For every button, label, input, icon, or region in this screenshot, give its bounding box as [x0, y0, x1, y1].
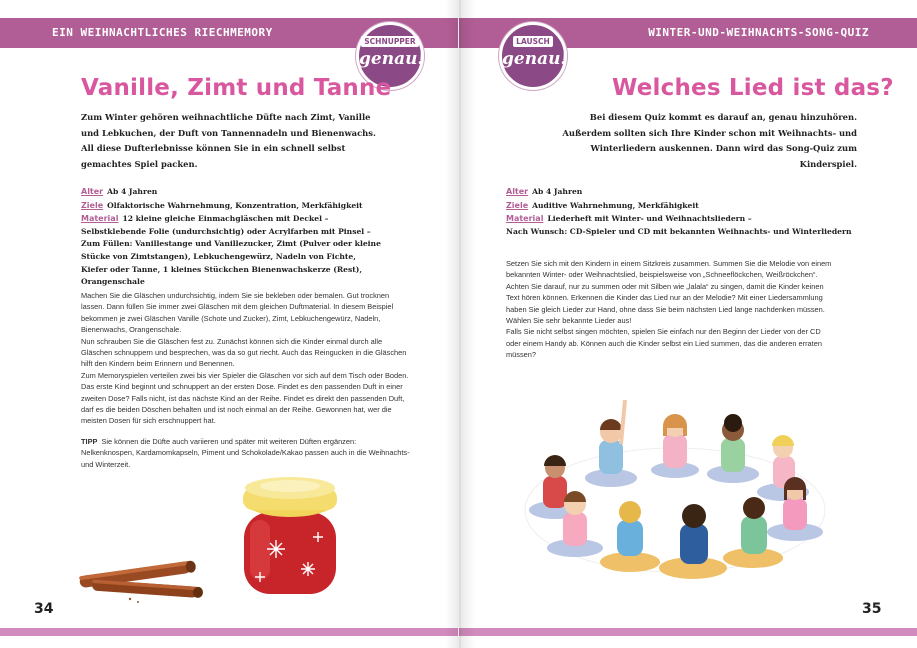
ziele-label: Ziele — [81, 200, 104, 210]
alter-value: Ab 4 Jahren — [107, 187, 158, 196]
right-page-title: Welches Lied ist das? — [612, 75, 894, 101]
right-bottom-bar — [459, 628, 917, 636]
ziele-value: Olfaktorische Wahrnehmung, Konzentration, Merkfähigkeit — [107, 200, 363, 210]
children-circle-illustration — [515, 390, 835, 590]
right-meta-block — [506, 186, 866, 238]
left-bottom-bar — [0, 628, 458, 636]
badge-main-text: genau! — [502, 49, 568, 69]
tipp-paragraph — [81, 436, 411, 470]
right-ziele-row — [506, 200, 866, 213]
badge-top-text: LAUSCH — [513, 36, 553, 47]
left-material-row — [81, 213, 381, 289]
left-meta-block — [81, 186, 381, 289]
right-body-paragraph: Setzen Sie sich mit den Kindern in einem Sitzkreis zusammen. Summen Sie die Melodie von einem bekannten Winter- oder Weihnachtslied, beispielsweise von „Schneeflöckchen, Weißröckchen“. Achten Sie darauf, nur zu summen oder mit Silben wie „lalala“ zu singen, damit die Kinder keinen Text hören können. Erkennen die Kinder das Lied nur an der Melodie? Mit einer Liedersammlung haben Sie gleich Lieder zur Hand, ohne dass Sie beim nächsten Lied lange nachdenken müssen. Wählen Sie sehr bekannte Lieder aus! — [506, 259, 832, 326]
material-label: Material — [81, 214, 119, 224]
right-material-row — [506, 213, 866, 226]
alter-value: Ab 4 Jahren — [532, 187, 583, 196]
left-body-paragraph: Zum Memoryspielen verteilen zwei bis vier Spieler die Gläschen vor sich auf dem Tisch oder Boden. Das erste Kind beginnt und schnuppert an der ersten Dose. Findet es den passenden Duft in einer zweiten Dose? Falls nicht, ist das nächste Kind an der Reihe. Findet es direkt den passenden Duft, darf es die beiden Döschen behalten und ist noch einmal an der Reihe. Gewonnen hat, wer die meisten Dosen für sich erschnuppert hat. — [81, 370, 409, 426]
tipp-text: Sie können die Düfte auch variieren und später mit weiteren Düften ergänzen: Nelkenknospen, Kardamomkapseln, Piment und Schokolade/Kakao passen auch in die Weihnachts- und Winterzeit. — [81, 436, 410, 469]
badge-main-text: genau! — [359, 49, 425, 69]
left-header-text: EIN WEIHNACHTLICHES RIECHMEMORY — [52, 26, 273, 39]
right-header-text: WINTER-UND-WEIHNACHTS-SONG-QUIZ — [648, 26, 869, 39]
cinnamon-sticks-illustration — [72, 555, 212, 605]
alter-label: Alter — [81, 187, 104, 196]
left-ziele-row — [81, 200, 381, 213]
left-alter-row — [81, 186, 381, 199]
ziele-value: Auditive Wahrnehmung, Merkfähigkeit — [532, 200, 699, 210]
left-intro: Zum Winter gehören weihnachtliche Düfte nach Zimt, Vanille und Lebkuchen, der Duft von Tannennadeln und Bienenwachs. All diese Dufterlebnisse können Sie in ein schnell selbst gemachtes Spiel packen. — [81, 112, 376, 169]
material-continued: Nach Wunsch: CD-Spieler und CD mit bekannten Weihnachts- und Winterliedern — [506, 226, 852, 236]
left-body-paragraph: Machen Sie die Gläschen undurchsichtig, indem Sie sie bekleben oder bemalen. Gut trocknen lassen. Dann füllen Sie immer zwei Gläschen mit dem gleichen Duftmaterial. In diesem Beispiel bekommen je zwei Gläschen Vanille (Schote und Zucker), Zimt, Lebkuchengewürz, Nadeln, Bienenwachs, Orangenschale. — [81, 291, 394, 335]
right-alter-row — [506, 186, 866, 199]
left-page-title: Vanille, Zimt und Tanne — [81, 75, 392, 101]
material-value: 12 kleine gleiche Einmachgläschen mit Deckel – Selbstklebende Folie (undurchsichtig) oder Acrylfarben mit Pinsel – Zum Füllen: Vanillestange und Vanillezucker, Zimt (Pulver oder kleine Stücke von Zimtstangen), Lebkuchengewürz, Nadeln von Fichte, Kiefer oder Tanne, 1 kleines Stückchen Bienenwachskerze (Rest), Orangenschale — [81, 214, 381, 287]
material-label: Material — [506, 214, 544, 224]
page-number-left: 34 — [34, 601, 54, 617]
right-body-paragraph: Falls Sie nicht selbst singen möchten, spielen Sie einfach nur den Beginn der Lieder von der CD oder einem Handy ab. Können auch die Kinder selbst ein Lied summen, das die anderen erraten müssen? — [506, 327, 822, 360]
left-body — [81, 290, 411, 470]
badge-top-text: SCHNUPPER — [361, 36, 418, 47]
book-spine-shadow — [445, 0, 475, 648]
ziele-label: Ziele — [506, 200, 529, 210]
right-page — [459, 0, 917, 648]
tipp-label: TIPP — [81, 436, 98, 446]
right-body — [506, 258, 836, 361]
material-value: Liederheft mit Winter- und Weihnachtsliedern – — [547, 214, 752, 224]
right-intro: Bei diesem Quiz kommt es darauf an, genau hinzuhören. Außerdem sollten sich Ihre Kinder schon mit Weihnachts- und Winterliedern auskennen. Dann wird das Song-Quiz zum Kinderspiel. — [562, 112, 857, 169]
lausch-genau-badge — [499, 22, 567, 90]
alter-label: Alter — [506, 187, 529, 196]
left-body-paragraph: Nun schrauben Sie die Gläschen fest zu. Zunächst können sich die Kinder einmal durch alle Gläschen schnuppern und besprechen, was da so gut riecht. Auch das Reingucken in die Gläschen hilft den Kindern beim Erinnern und Benennen. — [81, 336, 407, 369]
page-number-right: 35 — [862, 601, 882, 617]
left-page — [0, 0, 458, 648]
jar-illustration — [236, 470, 346, 600]
